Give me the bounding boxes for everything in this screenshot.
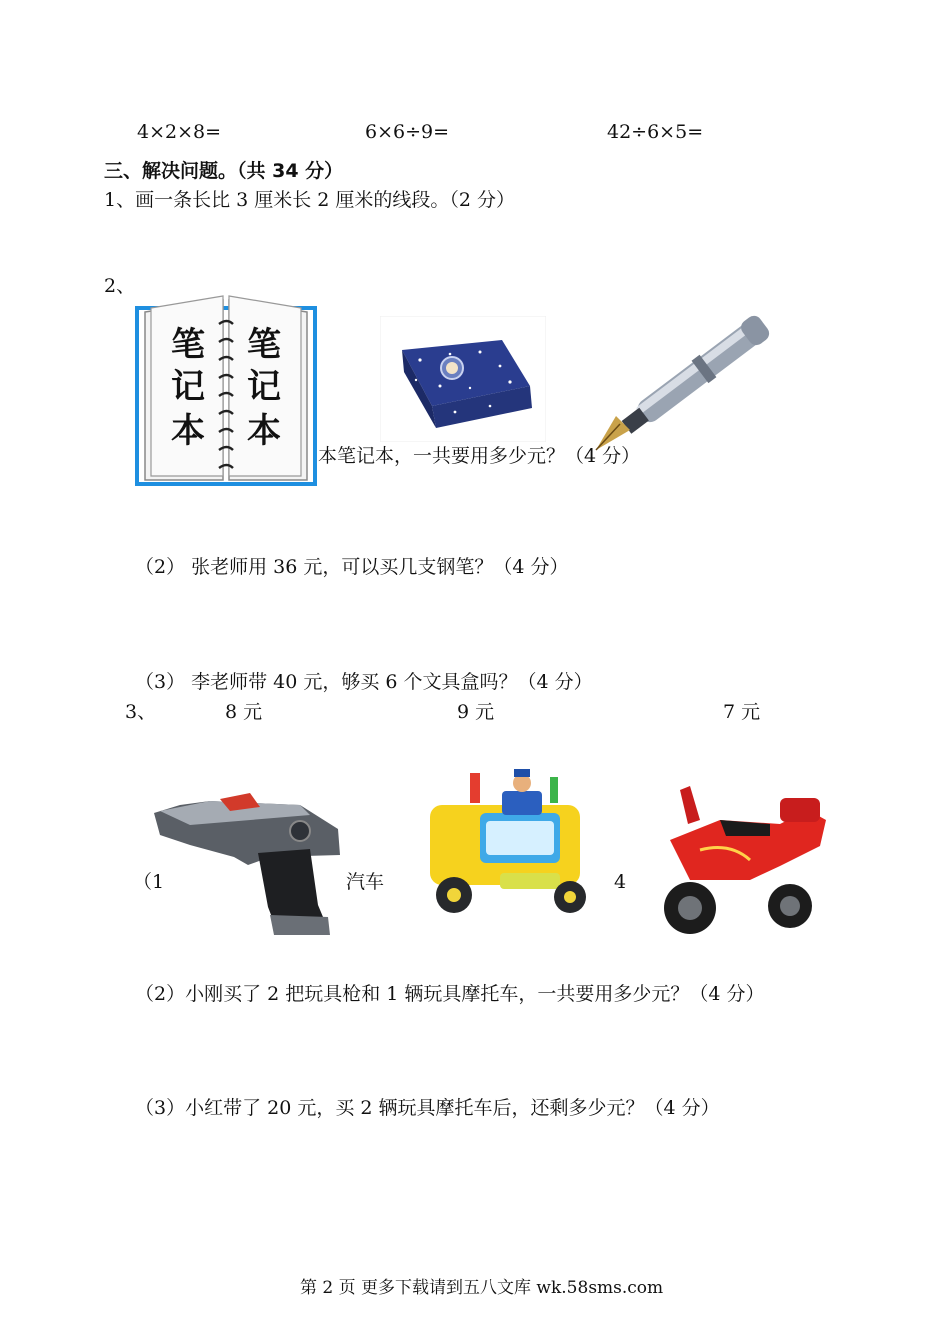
question-3-sub2: （2）小刚买了 2 把玩具枪和 1 辆玩具摩托车，一共要用多少元？（4 分）: [135, 983, 765, 1005]
question-2-sub2: （2） 张老师用 36 元，可以买几支钢笔？（4 分）: [135, 556, 569, 578]
question-3-sub1-fragment-1: （1: [133, 871, 165, 893]
notebook-image: [135, 290, 317, 490]
question-2-number: 2、: [104, 275, 136, 297]
question-2-sub3: （3） 李老师带 40 元，够买 6 个文具盒吗？（4 分）: [135, 671, 593, 693]
page-footer: 第 2 页 更多下载请到五八文库 wk.58sms.com: [300, 1278, 664, 1298]
notebook-char-6: 本: [247, 411, 281, 451]
fountain-pen-image: [590, 298, 795, 458]
section-title: 三、解决问题。（共 34 分）: [104, 160, 344, 182]
toy-car-image: [410, 755, 610, 925]
toy-motorcycle-image: [630, 780, 840, 950]
notebook-char-4: 笔: [247, 325, 281, 365]
exercise-3: 42÷6×5=: [607, 121, 704, 143]
notebook-char-3: 本: [171, 411, 205, 451]
price-toy-car: 9 元: [457, 701, 495, 723]
notebook-char-2: 记: [171, 367, 205, 407]
question-3-sub3: （3）小红带了 20 元，买 2 辆玩具摩托车后，还剩多少元？（4 分）: [135, 1097, 720, 1119]
question-1: 1、画一条长比 3 厘米长 2 厘米的线段。（2 分）: [104, 189, 516, 211]
notebook-char-1: 笔: [171, 325, 205, 365]
price-toy-gun: 8 元: [225, 701, 263, 723]
question-3-number: 3、: [125, 701, 157, 723]
price-toy-motorcycle: 7 元: [723, 701, 761, 723]
exercise-2: 6×6÷9=: [365, 121, 450, 143]
question-3-sub1-fragment-2: 汽车: [346, 871, 385, 893]
question-3-sub1-fragment-3: 4: [614, 871, 627, 893]
notebook-char-5: 记: [247, 367, 281, 407]
pencil-box-image: [380, 316, 546, 442]
exercise-1: 4×2×8=: [137, 121, 222, 143]
toy-gun-image: [150, 785, 345, 945]
question-2-sub1: 本笔记本，一共要用多少元？（4 分）: [318, 445, 641, 467]
